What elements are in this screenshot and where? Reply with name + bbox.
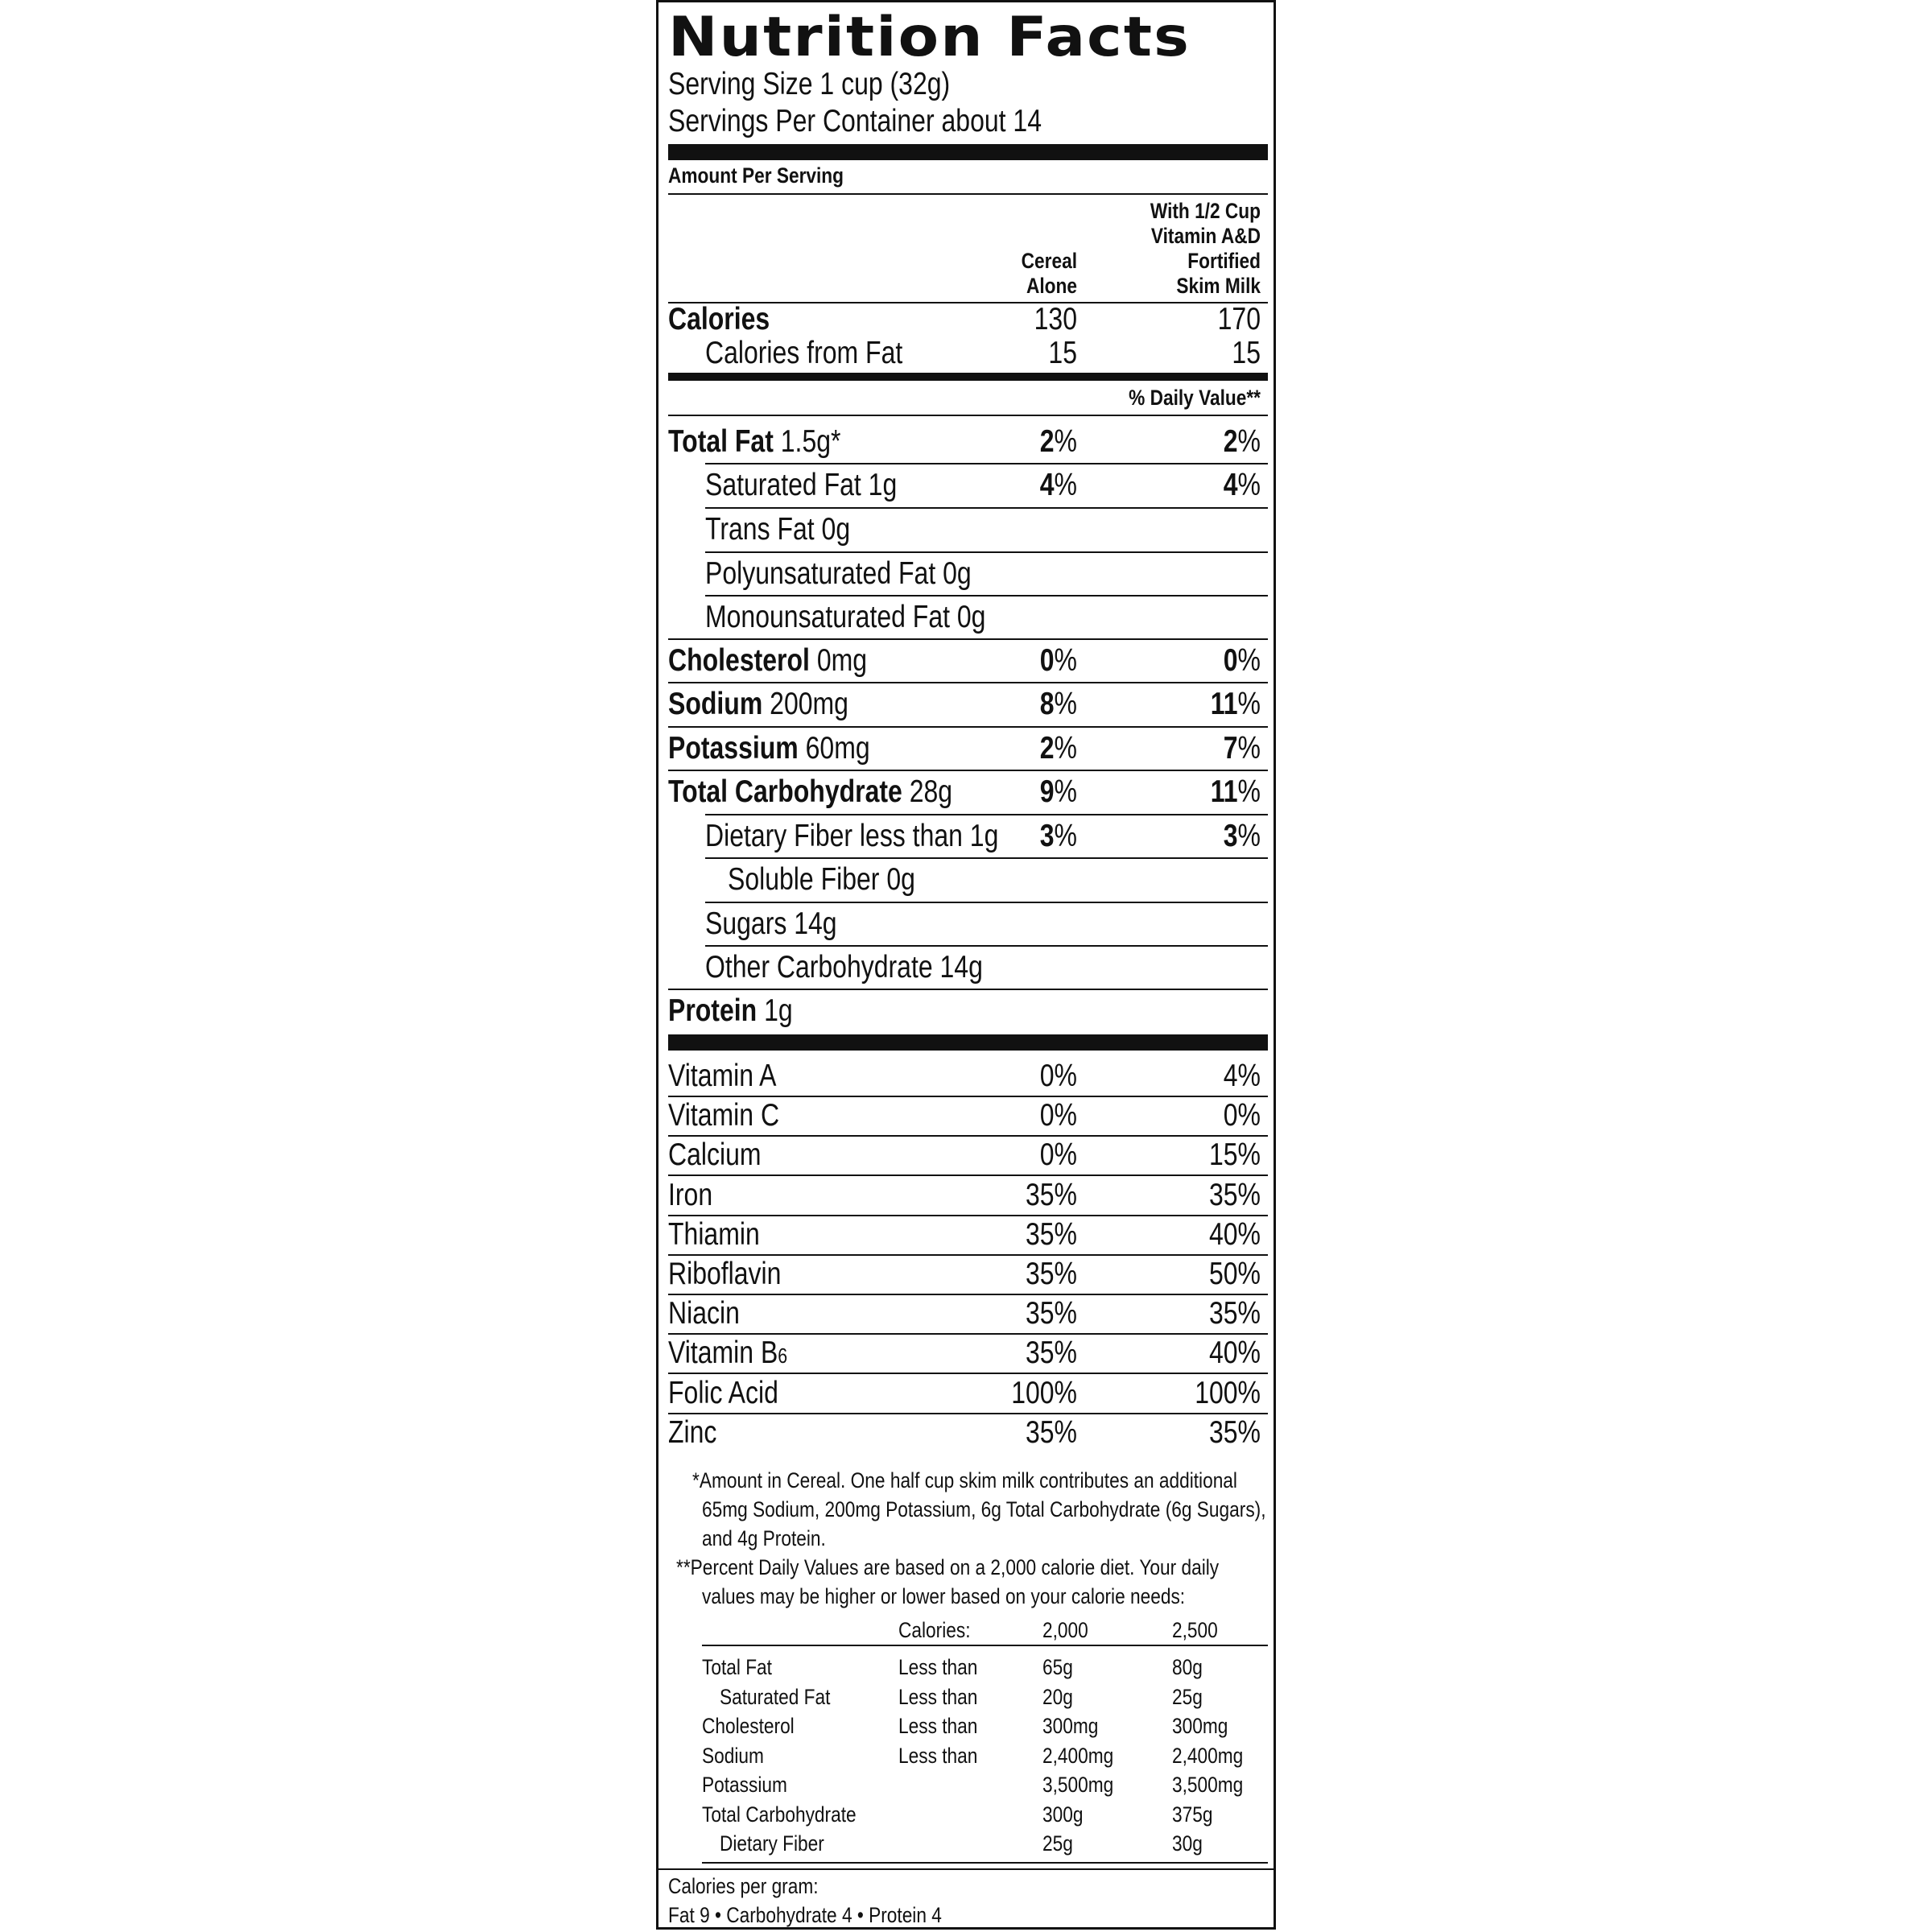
divider [668, 770, 1268, 771]
divider [668, 415, 1268, 416]
percent-sign: % [1054, 731, 1077, 766]
percent-sign: % [1054, 643, 1077, 678]
vitamin-dv-cereal: 0% [1039, 1098, 1077, 1133]
nutrient-name: Total Carbohydrate [668, 774, 902, 809]
vitamin-dv-cereal: 100% [1011, 1375, 1077, 1410]
dv-table-cell: 65g [1042, 1655, 1073, 1679]
dv-value: 3 [1223, 819, 1238, 853]
vitamin-dv-cereal: 35% [1025, 1414, 1077, 1450]
serving-size: Serving Size 1 cup (32g) [668, 67, 951, 101]
vitamin-name [668, 1059, 777, 1094]
column-header-milk-line: Fortified [1187, 249, 1261, 273]
vitamin-dv-cereal: 0% [1039, 1059, 1077, 1093]
nutrient-name: Sodium [668, 687, 763, 721]
nutrition-facts-panel [656, 0, 1276, 1930]
footnote-line: **Percent Daily Values are based on a 2,000 calorie diet. Your daily [676, 1555, 1220, 1579]
nutrient-dv-cereal [998, 819, 1077, 854]
nutrient-dv-cereal [998, 731, 1077, 766]
dv-table-cell: 300mg [1042, 1714, 1099, 1738]
dv-table-cell: Total Fat [702, 1655, 772, 1679]
medium-divider [668, 373, 1268, 381]
vitamin-label: Folic Acid [668, 1375, 778, 1410]
nutrient-row [705, 512, 850, 547]
divider [702, 1645, 1268, 1646]
vitamin-name [668, 1257, 781, 1292]
nutrient-dv-cereal [998, 687, 1077, 722]
dv-table-cell: 20g [1042, 1684, 1073, 1709]
vitamin-dv-cereal: 35% [1025, 1257, 1077, 1291]
dv-value: 2 [1039, 424, 1055, 459]
nutrient-dv-cereal [998, 468, 1077, 503]
vitamin-label: Iron [668, 1177, 713, 1212]
calories-from-fat-label: Calories from Fat [705, 336, 903, 370]
percent-sign: % [1054, 819, 1077, 853]
calories-from-fat-cereal: 15 [1048, 336, 1077, 370]
divider [705, 551, 1268, 553]
divider [668, 989, 1268, 990]
dv-table-cell: Total Carbohydrate [702, 1802, 857, 1827]
vitamin-name [668, 1137, 762, 1173]
divider [668, 1413, 1268, 1414]
dv-table-cell: Less than [898, 1655, 978, 1679]
dv-value: 4 [1223, 468, 1238, 502]
vitamin-label: Vitamin C [668, 1098, 780, 1133]
divider [668, 1254, 1268, 1256]
divider [668, 1215, 1268, 1216]
nutrient-row [705, 556, 972, 592]
footnote-line: and 4g Protein. [702, 1526, 826, 1550]
dv-value: 11 [1210, 774, 1238, 809]
dv-value: 8 [1039, 687, 1055, 721]
nutrient-dv-milk [1162, 774, 1261, 810]
percent-sign: % [1054, 687, 1077, 721]
divider [668, 1333, 1268, 1335]
dv-table-cell: Dietary Fiber [720, 1831, 824, 1856]
column-header-milk-line: Vitamin A&D [1150, 224, 1261, 248]
vitamin-label: Thiamin [668, 1216, 760, 1252]
divider [705, 507, 1268, 509]
nutrient-dv-milk [1162, 819, 1261, 854]
dv-value: 9 [1039, 774, 1055, 809]
dv-table-cell: 25g [1172, 1684, 1203, 1709]
vitamin-dv-cereal: 35% [1025, 1177, 1077, 1212]
divider [668, 193, 1268, 195]
vitamin-dv-cereal: 35% [1025, 1216, 1077, 1252]
column-header-milk-line: Skim Milk [1176, 274, 1261, 298]
vitamin-label: Vitamin A [668, 1059, 777, 1093]
vitamin-label: Calcium [668, 1137, 762, 1173]
calories-per-gram-values: Fat 9 • Carbohydrate 4 • Protein 4 [668, 1903, 942, 1927]
percent-sign: % [1054, 774, 1077, 809]
nutrient-dv-milk [1162, 424, 1261, 460]
vitamin-name [668, 1098, 779, 1133]
daily-value-header: % Daily Value** [1129, 386, 1261, 410]
nutrient-row [668, 731, 870, 766]
vitamin-dv-milk: 35% [1208, 1296, 1261, 1331]
calories-per-gram-label: Calories per gram: [668, 1874, 819, 1898]
column-header-cereal-line: Cereal [1021, 249, 1077, 273]
nutrient-row [705, 950, 983, 985]
divider [668, 1373, 1268, 1374]
nutrient-dv-cereal [998, 774, 1077, 810]
dv-value: 7 [1223, 731, 1238, 766]
vitamin-name [668, 1217, 760, 1253]
vitamin-dv-cereal: 35% [1025, 1335, 1077, 1371]
calories-milk: 170 [1217, 302, 1261, 336]
nutrient-amount: 28g [909, 774, 953, 809]
dv-table-cell: 300g [1042, 1802, 1084, 1827]
percent-sign: % [1054, 424, 1077, 459]
vitamin-name [668, 1415, 716, 1451]
dv-table-cell: 2,400mg [1172, 1743, 1244, 1768]
divider [702, 1862, 1268, 1864]
nutrient-row [728, 862, 915, 898]
divider [668, 682, 1268, 683]
percent-sign: % [1237, 774, 1261, 809]
dv-table-cell: Sodium [702, 1743, 764, 1768]
vitamin-name [668, 1376, 778, 1411]
vitamin-name [668, 1178, 712, 1213]
nutrient-name: Potassium [668, 731, 799, 766]
dv-table-cell: 3,500mg [1172, 1773, 1244, 1797]
nutrient-amount: Soluble Fiber 0g [728, 862, 915, 897]
divider [668, 1294, 1268, 1295]
vitamin-dv-milk: 35% [1208, 1414, 1261, 1450]
vitamin-label: Riboflavin [668, 1257, 782, 1291]
vitamin-dv-milk: 50% [1208, 1257, 1261, 1291]
vitamin-subscript: 6 [778, 1344, 788, 1368]
dv-table-cell: Less than [898, 1743, 978, 1768]
column-header-milk-line: With 1/2 Cup [1150, 199, 1261, 223]
amount-per-serving: Amount Per Serving [668, 163, 844, 188]
thick-divider-top [668, 144, 1268, 160]
dv-value: 3 [1039, 819, 1055, 853]
nutrient-amount: Dietary Fiber less than 1g [705, 819, 999, 853]
vitamin-dv-milk: 15% [1208, 1137, 1261, 1173]
dv-table-cell: 2,400mg [1042, 1743, 1114, 1768]
dv-table-header-cell: 2,000 [1042, 1618, 1088, 1642]
nutrient-amount: Monounsaturated Fat 0g [705, 600, 986, 634]
dv-table-cell: 300mg [1172, 1714, 1228, 1738]
nutrient-row [705, 906, 837, 942]
nutrient-row [668, 774, 952, 810]
dv-value: 2 [1223, 424, 1238, 459]
nutrient-row [668, 993, 793, 1029]
divider [705, 814, 1268, 815]
calories-label: Calories [668, 302, 770, 336]
dv-table-cell: Less than [898, 1684, 978, 1709]
column-header-cereal-line: Alone [1026, 274, 1077, 298]
nutrient-dv-milk [1162, 687, 1261, 722]
divider [705, 463, 1268, 464]
nutrient-dv-milk [1162, 731, 1261, 766]
divider [668, 1174, 1268, 1176]
vitamin-label: Vitamin B [668, 1335, 778, 1371]
dv-value: 11 [1210, 687, 1238, 721]
dv-value: 0 [1039, 643, 1055, 678]
nutrient-name: Cholesterol [668, 643, 810, 678]
vitamin-label: Niacin [668, 1296, 740, 1331]
nutrient-amount: 200mg [770, 687, 848, 721]
dv-table-cell: Potassium [702, 1773, 787, 1797]
nutrient-dv-cereal [998, 424, 1077, 460]
nutrient-row [668, 424, 840, 460]
nutrient-amount: 1g [764, 993, 793, 1028]
nutrient-dv-milk [1162, 468, 1261, 503]
footnote-line: *Amount in Cereal. One half cup skim milk contributes an additional [692, 1468, 1237, 1492]
dv-value: 0 [1223, 643, 1238, 678]
dv-value: 4 [1039, 468, 1055, 502]
nutrient-row [705, 468, 897, 503]
divider [705, 595, 1268, 597]
nutrient-amount: 60mg [805, 731, 870, 766]
divider-bottom [658, 1868, 1274, 1870]
nutrient-amount: 1.5g* [780, 424, 841, 459]
vitamin-dv-milk: 4% [1223, 1059, 1261, 1093]
dv-table-header-cell: 2,500 [1172, 1618, 1218, 1642]
nutrient-amount: Polyunsaturated Fat 0g [705, 556, 972, 591]
nutrient-row [668, 643, 867, 679]
nutrient-dv-milk [1162, 643, 1261, 679]
dv-table-cell: 3,500mg [1042, 1773, 1114, 1797]
nutrient-row [668, 687, 848, 722]
percent-sign: % [1054, 468, 1077, 502]
calories-cereal: 130 [1034, 302, 1077, 336]
vitamin-name [668, 1296, 740, 1331]
percent-sign: % [1237, 731, 1261, 766]
nutrient-amount: Trans Fat 0g [705, 512, 851, 547]
nutrient-row [705, 600, 985, 635]
nutrient-amount: Saturated Fat 1g [705, 468, 898, 502]
divider [668, 1135, 1268, 1137]
vitamin-dv-milk: 0% [1223, 1098, 1261, 1133]
divider [668, 638, 1268, 640]
divider [668, 1096, 1268, 1097]
label-title: Nutrition Facts [668, 6, 1191, 69]
vitamin-dv-milk: 100% [1195, 1375, 1261, 1410]
divider [705, 857, 1268, 859]
vitamin-label: Zinc [668, 1414, 717, 1450]
nutrient-name: Total Fat [668, 424, 774, 459]
percent-sign: % [1237, 687, 1261, 721]
divider [668, 726, 1268, 728]
dv-table-cell: 25g [1042, 1831, 1073, 1856]
nutrient-row [705, 819, 998, 854]
vitamin-dv-cereal: 0% [1039, 1137, 1077, 1173]
vitamin-dv-milk: 40% [1208, 1216, 1261, 1252]
nutrient-amount: Sugars 14g [705, 906, 837, 941]
dv-table-header-cell: Calories: [898, 1618, 971, 1642]
servings-per-container: Servings Per Container about 14 [668, 104, 1042, 138]
nutrient-name: Protein [668, 993, 758, 1028]
nutrient-amount: Other Carbohydrate 14g [705, 950, 983, 985]
percent-sign: % [1237, 468, 1261, 502]
dv-table-cell: Saturated Fat [720, 1684, 831, 1709]
vitamin-dv-milk: 40% [1208, 1335, 1261, 1371]
vitamin-dv-cereal: 35% [1025, 1296, 1077, 1331]
percent-sign: % [1237, 643, 1261, 678]
vitamin-dv-milk: 35% [1208, 1177, 1261, 1212]
divider [705, 902, 1268, 903]
thick-divider-vitamins [668, 1034, 1268, 1051]
calories-from-fat-milk: 15 [1232, 336, 1261, 370]
dv-table-cell: Less than [898, 1714, 978, 1738]
percent-sign: % [1237, 819, 1261, 853]
dv-table-cell: 80g [1172, 1655, 1203, 1679]
dv-table-cell: 375g [1172, 1802, 1213, 1827]
dv-table-cell: Cholesterol [702, 1714, 795, 1738]
dv-table-cell: 30g [1172, 1831, 1203, 1856]
nutrient-amount: 0mg [816, 643, 868, 678]
dv-value: 2 [1039, 731, 1055, 766]
nutrient-dv-cereal [998, 643, 1077, 679]
footnote-line: values may be higher or lower based on your calorie needs: [702, 1584, 1186, 1608]
percent-sign: % [1237, 424, 1261, 459]
divider [705, 945, 1268, 947]
footnote-line: 65mg Sodium, 200mg Potassium, 6g Total Carbohydrate (6g Sugars), [702, 1497, 1266, 1521]
vitamin-name [668, 1335, 787, 1371]
